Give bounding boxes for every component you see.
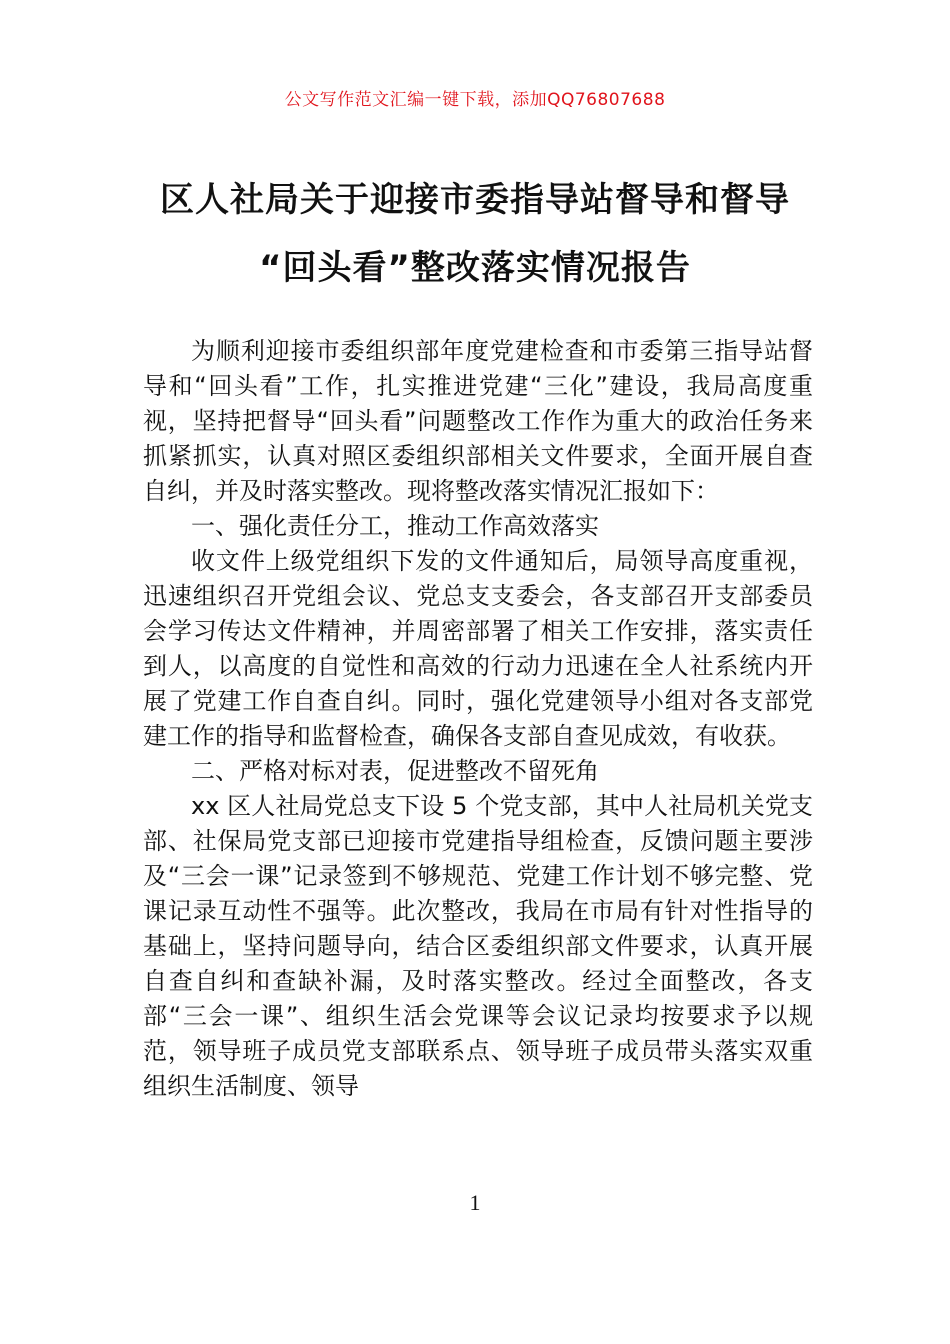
section-heading-1: 一、强化责任分工，推动工作高效落实 (191, 512, 599, 540)
page-number: 1 (469, 1190, 481, 1215)
document-body (143, 334, 813, 1104)
document-title-line2: “回头看”整改落实情况报告 (259, 248, 691, 288)
section-2-paragraph: xx 区人社局党总支下设 5 个党支部，其中人社局机关党支部、社保局党支部已迎接市党建指导组检查，反馈问题主要涉及“三会一课”记录签到不够规范、党建工作计划不够完整、党课记录互动性不强等。此次整改，我局在市局有针对性指导的基础上，坚持问题导向，结合区委组织部文件要求，认真开展自查自纠和查缺补漏，及时落实整改。经过全面整改，各支部“三会一课”、组织生活会党课等会议记录均按要求予以规范，领导班子成员党支部联系点、领导班子成员带头落实双重组织生活制度、领导 (143, 792, 813, 1100)
document-title-line1: 区人社局关于迎接市委指导站督导和督导 (160, 180, 790, 220)
section-heading-2: 二、严格对标对表，促进整改不留死角 (191, 757, 599, 785)
intro-paragraph: 为顺利迎接市委组织部年度党建检查和市委第三指导站督导和“回头看”工作，扎实推进党建“三化”建设，我局高度重视，坚持把督导“回头看”问题整改工作作为重大的政治任务来抓紧抓实，认真对照区委组织部相关文件要求，全面开展自查自纠，并及时落实整改。现将整改落实情况汇报如下： (143, 337, 813, 505)
header-note: 公文写作范文汇编一键下载，添加QQ76807688 (284, 90, 666, 110)
section-1-paragraph: 收文件上级党组织下发的文件通知后，局领导高度重视，迅速组织召开党组会议、党总支支委会，各支部召开支部委员会学习传达文件精神，并周密部署了相关工作安排，落实责任到人，以高度的自觉性和高效的行动力迅速在全人社系统内开展了党建工作自查自纠。同时，强化党建领导小组对各支部党建工作的指导和监督检查，确保各支部自查见成效，有收获。 (143, 547, 813, 750)
